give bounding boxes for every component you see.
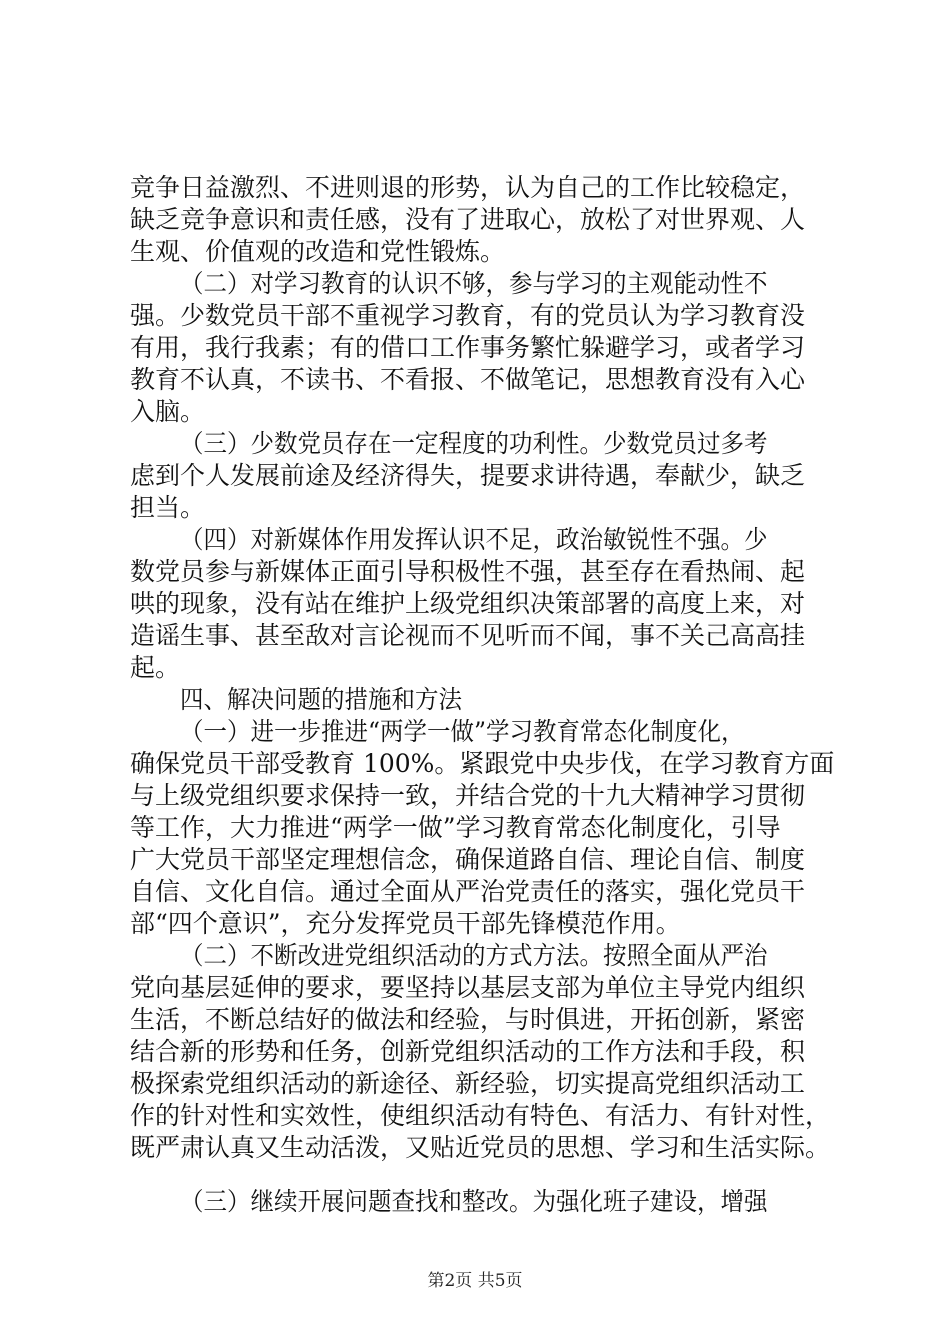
text-line: 造谣生事、甚至敌对言论视而不见听而不闻，事不关己高高挂 [130,621,806,650]
text-line: 起。 [130,653,181,682]
text-line: 有用，我行我素；有的借口工作事务繁忙躲避学习，或者学习 [130,333,806,362]
text-line: 教育不认真，不读书、不看报、不做笔记，思想教育没有入心 [130,365,806,394]
text-line: 结合新的形势和任务，创新党组织活动的工作方法和手段，积 [130,1037,806,1066]
text-line: 生活，不断总结好的做法和经验，与时俱进，开拓创新，紧密 [130,1005,806,1034]
text-line: 既严肃认真又生动活泼，又贴近党员的思想、学习和生活实际。 [130,1133,831,1162]
text-line: 入脑。 [130,397,206,426]
paragraph-start-line: （四）对新媒体作用发挥认识不足，政治敏锐性不强。少 [180,525,768,554]
text-line: 党向基层延伸的要求，要坚持以基层支部为单位主导党内组织 [130,973,806,1002]
text-line: 自信、文化自信。通过全面从严治党责任的落实，强化党员干 [130,877,806,906]
text-line: 作的针对性和实效性，使组织活动有特色、有活力、有针对性， [130,1101,831,1130]
text-line: 缺乏竞争意识和责任感，没有了进取心，放松了对世界观、人 [130,205,806,234]
text-line: 确保党员干部受教育 100%。紧跟党中央步伐，在学习教育方面 [130,749,835,778]
paragraph-start-line: （二）对学习教育的认识不够，参与学习的主观能动性不 [180,269,768,298]
text-line: 强。少数党员干部不重视学习教育，有的党员认为学习教育没 [130,301,806,330]
section-heading: 四、解决问题的措施和方法 [180,685,463,714]
text-line: 虑到个人发展前途及经济得失，提要求讲待遇，奉献少，缺乏 [130,461,806,490]
text-line: 竞争日益激烈、不进则退的形势，认为自己的工作比较稳定， [130,173,806,202]
page-number-footer: 第2页 共5页 [427,1271,523,1291]
text-line: 担当。 [130,493,206,522]
text-line: 广大党员干部坚定理想信念，确保道路自信、理论自信、制度 [130,845,806,874]
text-line: 与上级党组织要求保持一致，并结合党的十九大精神学习贯彻 [130,781,806,810]
paragraph-start-line: （一）进一步推进“两学一做”学习教育常态化制度化， [180,717,745,746]
text-line: 数党员参与新媒体正面引导积极性不强，甚至存在看热闹、起 [130,557,806,586]
text-line: 哄的现象，没有站在维护上级党组织决策部署的高度上来，对 [130,589,806,618]
paragraph-start-line: （二）不断改进党组织活动的方式方法。按照全面从严治 [180,941,768,970]
text-line: 生观、价值观的改造和党性锻炼。 [130,237,506,266]
text-line: 等工作，大力推进“两学一做”学习教育常态化制度化，引导 [130,813,781,842]
text-line: 部“四个意识”，充分发挥党员干部先锋模范作用。 [130,909,681,938]
paragraph-start-line: （三）继续开展问题查找和整改。为强化班子建设，增强 [180,1187,768,1216]
text-line: 极探索党组织活动的新途径、新经验，切实提高党组织活动工 [130,1069,806,1098]
paragraph-start-line: （三）少数党员存在一定程度的功利性。少数党员过多考 [180,429,768,458]
